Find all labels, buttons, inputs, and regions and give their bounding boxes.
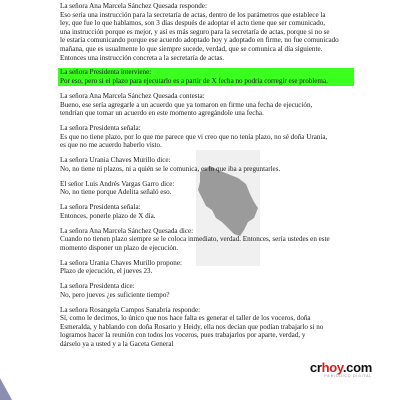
speaker-line: La señora Presidenta dice:: [60, 282, 135, 291]
speech-line: Entonces, ponerle plazo de X día.: [60, 211, 156, 220]
speech-line: No, no tiene porque Adelita señaló eso.: [60, 188, 172, 197]
speech-line: Plazo de ejecución, el jueves 23.: [60, 267, 153, 276]
transcript-body: [60, 2, 360, 355]
speech-line: es que no me acuerdo haberlo visto.: [60, 141, 162, 150]
logo-wordmark: [310, 361, 372, 374]
transcript-paragraph: [60, 156, 360, 173]
speaker-line: La señora Presidenta señala:: [60, 124, 141, 133]
speech-line: No, no tiene ni plazos, ni a quién se le comunica, es lo que iba a preguntarles.: [60, 164, 281, 173]
speaker-line: La señora Urania Chaves Murillo propone:: [60, 258, 182, 267]
transcript-paragraph: [60, 124, 360, 150]
transcript-paragraph: [60, 180, 360, 197]
speech-line: Por eso, pero si el plazo para ejecutarlo es a partir de X fecha no podría corregir ese problema.: [60, 77, 328, 86]
highlighted-paragraph: [58, 68, 354, 85]
speech-line: tendrían que tomar un acuerdo en este momento agregándole una fecha.: [60, 109, 264, 118]
speech-line: dárselo ya a usted y a la Gaceta General: [60, 339, 174, 348]
speaker-line: La señora Ana Marcela Sánchez Quesada dice:: [60, 226, 194, 235]
transcript-paragraph: [60, 259, 360, 276]
transcript-paragraph: [60, 92, 360, 118]
transcript-paragraph: [60, 306, 360, 349]
transcript-paragraph: [60, 2, 360, 62]
logo-part-dotcom: .com: [342, 360, 372, 375]
logo-tagline: PERIÓDICO DIGITAL: [324, 374, 372, 378]
speech-line: Es que no tiene plazo, por lo que me parece que vi creo que no tenía plazo, no sé doña Urania,: [60, 132, 328, 141]
speech-line: Eso sería una instrucción para la secretaría de actas, dentro de los parámetros que establece la: [60, 10, 326, 19]
speech-line: Cuando no tienen plazo siempre se le coloca inmediato, verdad. Entonces, sería ustedes en este: [60, 235, 330, 244]
speech-line: Entonces una instrucción concreta a la secretaría de actas.: [60, 53, 225, 62]
transcript-paragraph: [60, 203, 360, 220]
speaker-line: La señora Presidenta señala:: [60, 203, 141, 212]
speech-line: Esmeralda, y hablando con doña Rosario y Heidy, ella nos decían que podían trabajarlo si no: [60, 322, 324, 331]
speech-line: ley, que fue lo que hablamos, son 3 días después de adoptar el acto tiene que ser comunicado,: [60, 19, 326, 28]
logo-part-cr: cr: [309, 360, 322, 375]
speaker-line: La señora Presidenta interviene:: [60, 68, 152, 77]
crhoy-logo: [310, 361, 372, 378]
transcript-paragraph: [60, 282, 360, 299]
transcript-paragraph: [60, 227, 360, 253]
speech-line: logramos hacer la reunión con todos los voceros, pues trabajarlos por aparte, verdad, y: [60, 331, 306, 340]
speech-line: una instrucción porque es mejor, y así es más seguro para la secretaría de actas, porque si no se: [60, 27, 330, 36]
speaker-line: La señora Ana Marcela Sánchez Quesada contesta:: [60, 91, 205, 100]
speech-line: momento disponer un plazo de ejecución.: [60, 243, 179, 252]
speaker-line: El señor Luis Andrés Vargas Garro dice:: [60, 179, 175, 188]
speech-line: Bueno, ese sería agregarle a un acuerdo que ya tomaron en firme una fecha de ejecución,: [60, 100, 313, 109]
logo-part-hoy: hoy: [321, 360, 343, 375]
speaker-line: La señora Urania Chaves Murillo dice:: [60, 156, 171, 165]
page-corner-fold: [0, 378, 12, 400]
speaker-line: La señora Ana Marcela Sánchez Quesada responde:: [60, 2, 207, 10]
speech-line: No, pero jueves ¿es suficiente tiempo?: [60, 290, 170, 299]
speech-line: mañana, que es usualmente lo que siempre sucede, verdad, que se comunica al día siguiente.: [60, 44, 323, 53]
speaker-line: La señora Rosangela Campos Sanabria responde:: [60, 305, 201, 314]
speech-line: le estaría comunicando porque ese acuerdo adoptado hoy y adoptado en firme, no fue comunicado: [60, 36, 339, 45]
speech-line: Sí, como le decimos, lo único que nos hace falta es generar el taller de los voceros, doña: [60, 314, 311, 323]
